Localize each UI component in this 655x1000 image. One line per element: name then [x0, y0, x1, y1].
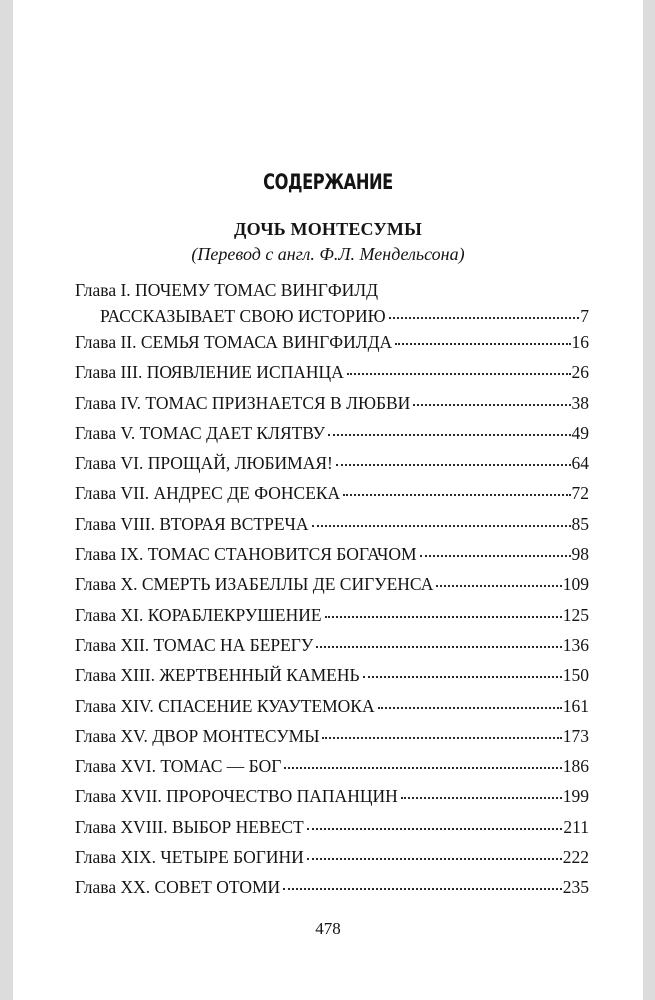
toc-entry-title: Глава XV. ДВОР МОНТЕСУМЫ [75, 725, 320, 746]
toc-entry [75, 845, 589, 875]
dot-leader [401, 797, 562, 799]
toc-entry-title: Глава XII. ТОМАС НА БЕРЕГУ [75, 634, 314, 655]
toc-entry-title: Глава XVII. ПРОРОЧЕСТВО ПАПАНЦИН [75, 786, 398, 807]
toc-entry [75, 330, 589, 360]
book-title: ДОЧЬ МОНТЕСУМЫ [234, 219, 422, 239]
toc-entry-title-line2-row [75, 304, 589, 328]
toc-entry-page: 72 [571, 483, 589, 504]
toc-entry-page: 199 [562, 786, 589, 807]
dot-leader [420, 555, 571, 557]
toc-entry-page: 64 [571, 453, 589, 474]
dot-leader [389, 317, 580, 319]
toc-entry-page: 173 [562, 725, 589, 746]
page-number: 478 [315, 919, 341, 938]
toc-entry-page: 49 [571, 422, 589, 443]
toc-entry-title: Глава X. СМЕРТЬ ИЗАБЕЛЛЫ ДЕ СИГУЕНСА [75, 574, 434, 595]
toc-entry-page: 136 [562, 634, 589, 655]
toc-entry [75, 875, 589, 905]
dot-leader [312, 525, 571, 527]
toc-entry [75, 391, 589, 421]
toc-entry [75, 815, 589, 845]
toc-entry-page: 125 [562, 604, 589, 625]
toc-entry-title: Глава IV. ТОМАС ПРИЗНАЕТСЯ В ЛЮБВИ [75, 392, 411, 413]
toc-entry-page: 7 [580, 306, 589, 326]
dot-leader [284, 767, 561, 769]
toc-entry-page: 186 [562, 756, 589, 777]
toc-entry [75, 542, 589, 572]
dot-leader [316, 646, 561, 648]
toc-entry-title-line2: РАССКАЗЫВАЕТ СВОЮ ИСТОРИЮ [100, 306, 386, 326]
table-of-contents [75, 278, 589, 906]
toc-entry-title: Глава II. СЕМЬЯ ТОМАСА ВИНГФИЛДА [75, 332, 393, 352]
toc-entry-list [75, 330, 589, 906]
toc-entry [75, 421, 589, 451]
toc-entry [75, 481, 589, 511]
toc-entry-title: Глава XIII. ЖЕРТВЕННЫЙ КАМЕНЬ [75, 665, 360, 686]
dot-leader [322, 737, 561, 739]
toc-entry-title: Глава IX. ТОМАС СТАНОВИТСЯ БОГАЧОМ [75, 544, 417, 565]
toc-entry-page: 38 [571, 392, 589, 413]
toc-entry-title: Глава XIV. СПАСЕНИЕ КУАУТЕМОКА [75, 695, 375, 716]
book-page [13, 0, 643, 1000]
toc-entry-title: Глава XVI. ТОМАС — БОГ [75, 756, 282, 777]
toc-entry [75, 784, 589, 814]
dot-leader [307, 858, 562, 860]
toc-entry-page: 109 [562, 574, 589, 595]
toc-entry [75, 451, 589, 481]
toc-entry-title: Глава XIX. ЧЕТЫРЕ БОГИНИ [75, 847, 304, 868]
toc-entry [75, 572, 589, 602]
dot-leader [347, 373, 571, 375]
toc-entry [75, 724, 589, 754]
toc-entry [75, 512, 589, 542]
dot-leader [328, 434, 571, 436]
toc-entry [75, 663, 589, 693]
toc-entry-page: 85 [571, 513, 589, 534]
contents-heading: СОДЕРЖАНИЕ [263, 170, 393, 194]
toc-entry-page: 150 [562, 665, 589, 686]
dot-leader [436, 585, 561, 587]
toc-entry-title: Глава XX. СОВЕТ ОТОМИ [75, 877, 281, 898]
toc-entry-page: 161 [562, 695, 589, 716]
toc-entry-title: Глава XI. КОРАБЛЕКРУШЕНИЕ [75, 604, 322, 625]
toc-entry-page: 98 [571, 544, 589, 565]
toc-entry-page: 16 [571, 332, 589, 352]
toc-entry [75, 754, 589, 784]
toc-entry [75, 603, 589, 633]
dot-leader [343, 494, 570, 496]
toc-entry-title: Глава VII. АНДРЕС ДЕ ФОНСЕКА [75, 483, 341, 504]
toc-entry-page: 222 [562, 847, 589, 868]
toc-entry-title: Глава XVIII. ВЫБОР НЕВЕСТ [75, 816, 304, 837]
toc-entry-title: Глава VI. ПРОЩАЙ, ЛЮБИМАЯ! [75, 453, 333, 474]
toc-entry [75, 360, 589, 390]
translation-note: (Перевод с англ. Ф.Л. Мендельсона) [191, 244, 465, 264]
toc-entry [75, 278, 589, 330]
toc-entry [75, 633, 589, 663]
toc-entry-title: Глава VIII. ВТОРАЯ ВСТРЕЧА [75, 513, 309, 534]
dot-leader [413, 404, 570, 406]
toc-entry-title: Глава III. ПОЯВЛЕНИЕ ИСПАНЦА [75, 362, 344, 383]
toc-entry-page: 211 [563, 816, 589, 837]
dot-leader [307, 828, 563, 830]
dot-leader [325, 616, 562, 618]
dot-leader [395, 343, 570, 345]
toc-entry-page: 26 [571, 362, 589, 383]
dot-leader [378, 707, 562, 709]
toc-entry [75, 694, 589, 724]
toc-entry-title: Глава V. ТОМАС ДАЕТ КЛЯТВУ [75, 422, 325, 443]
dot-leader [363, 676, 562, 678]
dot-leader [283, 888, 562, 890]
toc-entry-page: 235 [562, 877, 589, 898]
dot-leader [336, 464, 571, 466]
toc-entry-title-line1: Глава I. ПОЧЕМУ ТОМАС ВИНГФИЛД [75, 280, 379, 300]
